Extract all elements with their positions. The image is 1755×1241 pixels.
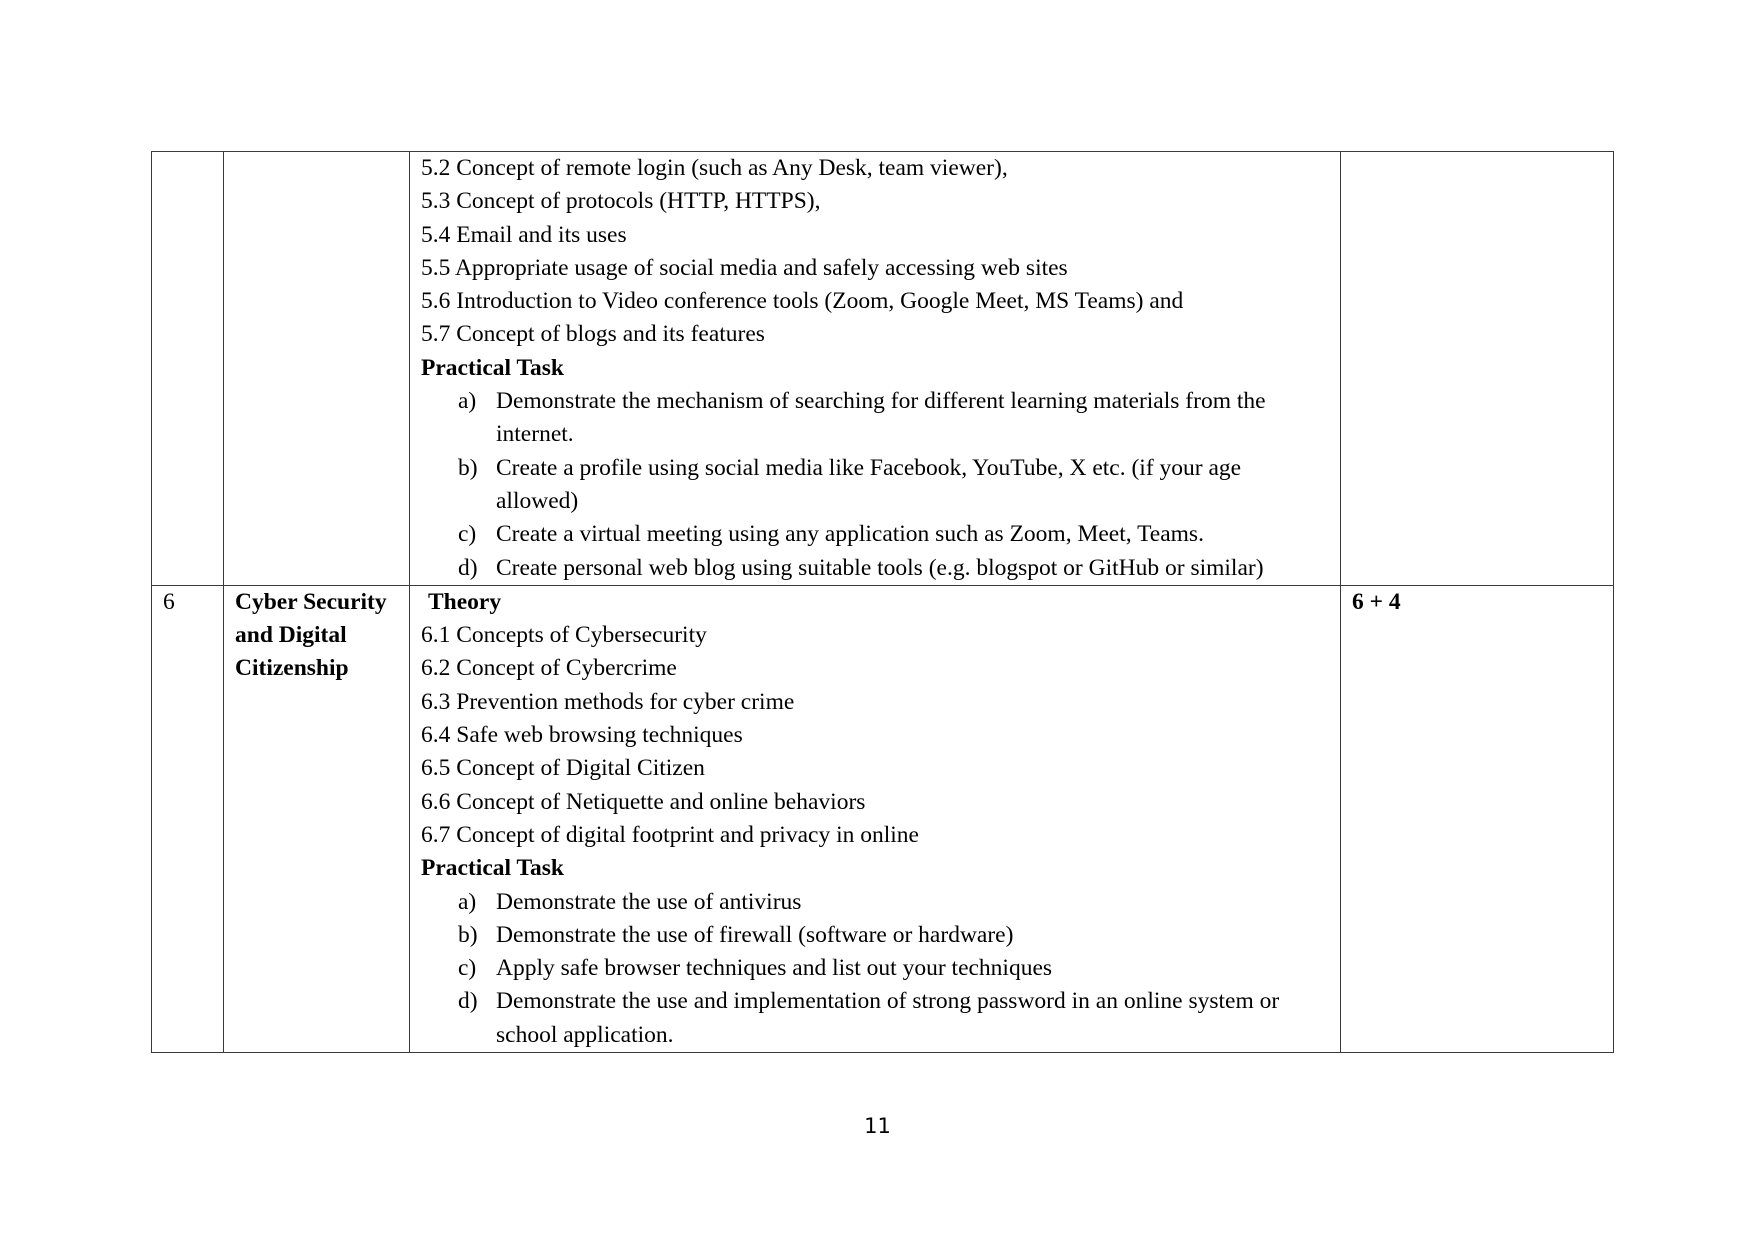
serial-number-cell: [152, 152, 224, 586]
theory-item: 6.7 Concept of digital footprint and privacy in online: [421, 821, 919, 848]
theory-item: 5.2 Concept of remote login (such as Any Desk, team viewer),: [421, 155, 1008, 181]
list-marker: d): [458, 988, 478, 1015]
hours-cell: [1341, 152, 1614, 586]
unit-title: Cyber Security and Digital Citizenship: [235, 588, 387, 682]
list-item: [421, 552, 1329, 585]
theory-item: 6.4 Safe web browsing techniques: [421, 722, 743, 749]
hours-cell: 6 + 4: [1341, 585, 1614, 1052]
list-marker: b): [458, 921, 478, 948]
list-item: [421, 452, 1329, 519]
list-item: [421, 518, 1329, 551]
theory-item: 5.5 Appropriate usage of social media and safely accessing web sites: [421, 254, 1068, 281]
theory-item: 5.3 Concept of protocols (HTTP, HTTPS),: [421, 188, 821, 215]
list-marker: a): [458, 388, 477, 415]
list-item: [421, 985, 1329, 1052]
list-marker: c): [458, 521, 477, 548]
theory-item: 5.7 Concept of blogs and its features: [421, 321, 765, 348]
list-marker: c): [458, 955, 477, 982]
practical-task-heading: Practical Task: [421, 354, 564, 381]
theory-item: 6.2 Concept of Cybercrime: [421, 655, 677, 682]
list-item: [421, 385, 1329, 452]
practical-task-text: Create a virtual meeting using any application such as Zoom, Meet, Teams.: [496, 521, 1204, 548]
table-row: [152, 152, 1614, 586]
theory-item: 5.6 Introduction to Video conference tools (Zoom, Google Meet, MS Teams) and: [421, 288, 1184, 315]
practical-task-text: Apply safe browser techniques and list out your techniques: [496, 955, 1053, 982]
table-row: [152, 585, 1614, 1052]
serial-number-cell: 6: [152, 585, 224, 1052]
theory-item: 6.1 Concepts of Cybersecurity: [421, 622, 707, 649]
unit-title-cell: [224, 585, 410, 1052]
practical-task-text: Create a profile using social media like Facebook, YouTube, X etc. (if your age allowed): [496, 454, 1242, 514]
practical-task-heading: Practical Task: [421, 855, 564, 882]
theory-item: 6.5 Concept of Digital Citizen: [421, 755, 705, 782]
content-cell: [410, 152, 1341, 586]
theory-item: 6.3 Prevention methods for cyber crime: [421, 688, 795, 715]
content-cell: [410, 585, 1341, 1052]
practical-task-text: Demonstrate the mechanism of searching for different learning materials from the internet.: [496, 388, 1266, 448]
practical-task-text: Demonstrate the use of antivirus: [496, 888, 802, 915]
list-item: [421, 886, 1329, 919]
theory-item: 6.6 Concept of Netiquette and online behaviors: [421, 788, 866, 815]
practical-task-list: [421, 385, 1329, 585]
list-marker: d): [458, 554, 478, 581]
page-number: 11: [864, 1114, 891, 1138]
practical-task-text: Create personal web blog using suitable tools (e.g. blogspot or GitHub or similar): [496, 554, 1264, 581]
list-item: [421, 952, 1329, 985]
practical-task-text: Demonstrate the use and implementation of strong password in an online system or school application.: [496, 988, 1280, 1048]
list-item: [421, 919, 1329, 952]
theory-item: 5.4 Email and its uses: [421, 221, 627, 248]
list-marker: a): [458, 888, 477, 915]
theory-heading: Theory: [428, 588, 502, 615]
list-marker: b): [458, 454, 478, 481]
curriculum-table: [151, 151, 1614, 1053]
unit-title-cell: [224, 152, 410, 586]
practical-task-list: [421, 886, 1329, 1052]
practical-task-text: Demonstrate the use of firewall (software or hardware): [496, 921, 1014, 948]
